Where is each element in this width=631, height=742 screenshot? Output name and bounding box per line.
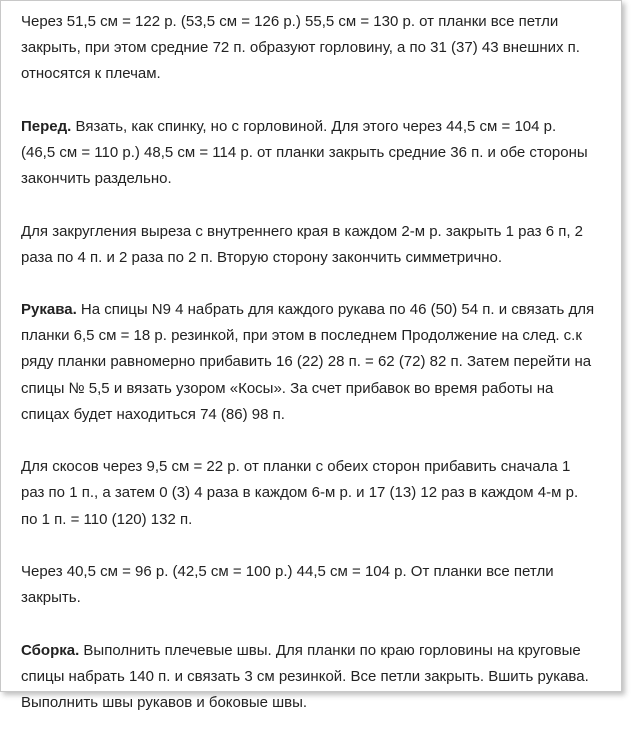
text-line: закрыть.: [21, 589, 81, 607]
text-line: спицы набрать 140 п. и связать 3 см резинкой. Все петли закрыть. Вшить рукава.: [21, 667, 589, 685]
text-line: [21, 114, 631, 140]
paragraph-front: [21, 114, 631, 193]
text-fragment: Выполнить плечевые швы. Для планки по краю горловины на круговые: [79, 641, 581, 659]
text-line: [21, 638, 631, 664]
text-line: Через 51,5 см = 122 р. (53,5 см = 126 р.) 55,5 см = 130 р. от планки все петли: [21, 13, 559, 30]
document-body: [21, 9, 631, 742]
text-line: [21, 297, 631, 323]
paragraph-sleeves: [21, 297, 631, 428]
text-fragment: На спицы N9 4 набрать для каждого рукава по 46 (50) 54 п. и связать для: [76, 301, 595, 319]
paragraph-bevels: [21, 454, 631, 533]
paragraph-back-shoulders: [21, 9, 631, 88]
text-line: ряду планки равномерно прибавить 16 (22) 28 п. = 62 (72) 82 п. Затем перейти на: [21, 353, 592, 371]
text-line: спицах будет находиться 74 (86) 98 п.: [21, 405, 285, 423]
text-line: Выполнить швы рукавов и боковые швы.: [21, 693, 308, 711]
text-fragment: Вязать, как спинку, но с горловиной. Для этого через 44,5 см = 104 р.: [71, 117, 557, 135]
text-line: Через 40,5 см = 96 р. (42,5 см = 100 р.) 44,5 см = 104 р. От планки все петли: [21, 562, 554, 580]
text-line: по 1 п. = 110 (120) 132 п.: [21, 510, 193, 528]
text-line: спицы № 5,5 и вязать узором «Косы». За счет прибавок во время работы на: [21, 379, 554, 397]
text-line: Для закругления выреза с внутреннего края в каждом 2-м р. закрыть 1 раз 6 п, 2: [21, 222, 584, 240]
section-heading-assembly: Сборка.: [21, 641, 80, 659]
text-line: закрыть, при этом средние 72 п. образуют горловину, а по 31 (37) 43 внешних п.: [21, 39, 580, 57]
section-heading-front: Перед.: [21, 117, 72, 135]
text-line: раза по 4 п. и 2 раза по 2 п. Вторую сторону закончить симметрично.: [21, 248, 503, 266]
text-line: планки 6,5 см = 18 р. резинкой, при этом в последнем Продолжение на след. с.к: [21, 327, 582, 345]
text-line: (46,5 см = 110 р.) 48,5 см = 114 р. от планки закрыть средние 36 п. и обе стороны: [21, 143, 588, 161]
paragraph-assembly: [21, 638, 631, 717]
text-line: закончить раздельно.: [21, 170, 172, 188]
paragraph-neckline-rounding: [21, 219, 631, 271]
paragraph-sleeve-bindoff: [21, 559, 631, 611]
text-line: Для скосов через 9,5 см = 22 р. от планки с обеих сторон прибавить сначала 1: [21, 458, 571, 476]
text-line: раз по 1 п., а затем 0 (3) 4 раза в каждом 6-м р. и 17 (13) 12 раз в каждом 4-м р.: [21, 484, 579, 502]
text-line: относятся к плечам.: [21, 65, 161, 83]
section-heading-sleeves: Рукава.: [21, 301, 77, 319]
